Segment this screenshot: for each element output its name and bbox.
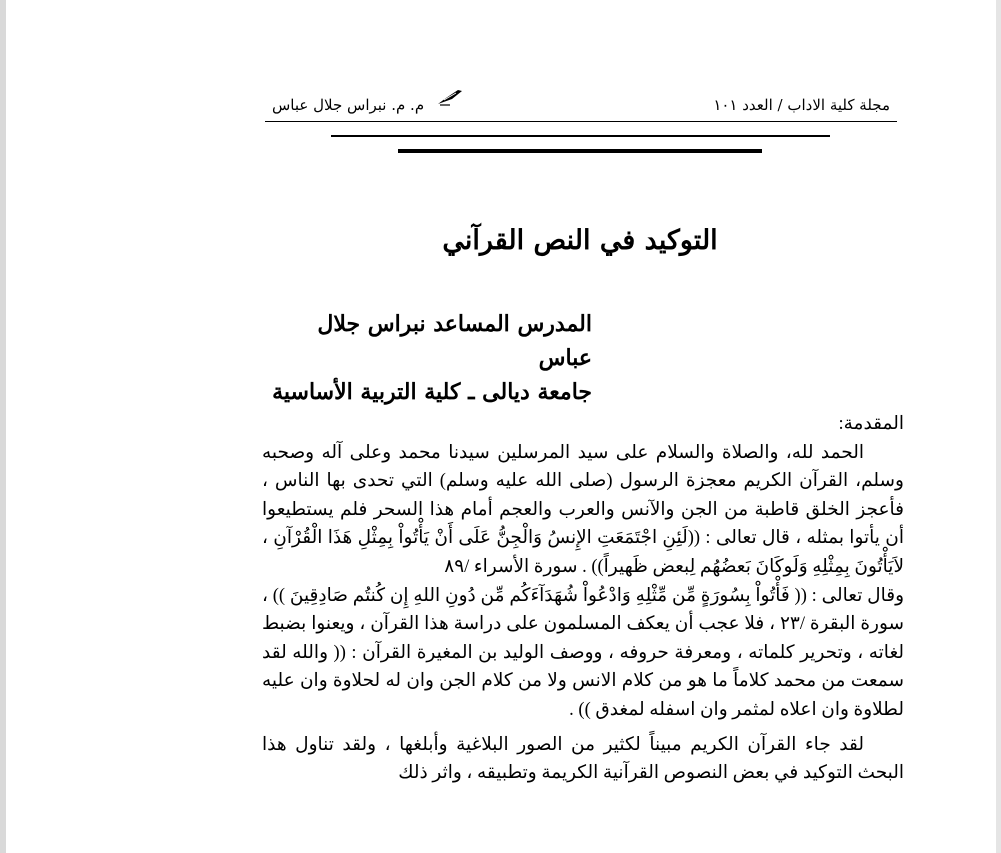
byline (262, 307, 592, 409)
header-author: م. م. نبراس جلال عباس (272, 96, 425, 114)
header-rule (265, 121, 897, 122)
byline-author: المدرس المساعد نبراس جلال عباس (317, 311, 592, 371)
byline-affiliation: جامعة ديالى ـ كلية التربية الأساسية (272, 379, 592, 405)
decorative-rule (331, 135, 830, 137)
article-body (262, 410, 904, 788)
page-edge-left (0, 0, 6, 853)
paragraph: الحمد لله، والصلاة والسلام على سيد المرسلين سيدنا محمد وعلى آله وصحبه وسلم، القرآن الكريم معجزة الرسول (صلى الله عليه وسلم) التي تحدى بها الناس ، فأعجز الخلق قاطبة من الجن والآنس والعرب والعجم أمام هذا السحر فلم يستطيعوا أن يأتوا بمثله ، قال تعالى : ((لَئِنِ اجْتَمَعَتِ الإِنسُ وَالْجِنُّ عَلَى أَنْ يَأْتُواْ بِمِثْلِ هَذَا الْقُرْآنِ ، لاَيَأْتُونَ بِمِثْلِهِ وَلَوكَانَ بَعضُهُم لِبعض ظَهيراً)) . سورة الأسراء /٨٩ (262, 442, 904, 577)
paragraph: لقد جاء القرآن الكريم مبيناً لكثير من الصور البلاغية وأبلغها ، ولقد تناول هذا البحث التوكيد في بعض النصوص القرآنية الكريمة وتطبيقه ، واثر ذلك (262, 734, 904, 784)
article-title: التوكيد في النص القرآني (442, 225, 718, 256)
running-header (266, 88, 896, 122)
decorative-rule-thick (398, 149, 762, 153)
journal-issue: مجلة كلية الاداب / العدد ١٠١ (713, 96, 890, 114)
page-edge-right (996, 0, 1001, 853)
section-heading: المقدمة: (838, 414, 904, 434)
quill-icon (436, 88, 464, 106)
paragraph: وقال تعالى : (( فَأْتُواْ بِسُورَةٍ مِّن مِّثْلِهِ وَادْعُواْ شُهَدَآءَكُم مِّن دُونِ اللهِ إِن كُنتُم صَادِقِينَ )) ، سورة البقرة /٢٣ ، فلا عجب أن يعكف المسلمون على دراسة هذا القرآن ، ويعنوا بضبط لغاته ، وتحرير كلماته ، ومعرفة حروفه ، ووصف الوليد بن المغيرة القرآن : (( والله لقد سمعت من محمد كلاماً ما هو من كلام الانس ولا من كلام الجن وان له لحلاوة وان عليه لطلاوة وان اعلاه لمثمر وان اسفله لمغدق )) . (262, 585, 905, 720)
